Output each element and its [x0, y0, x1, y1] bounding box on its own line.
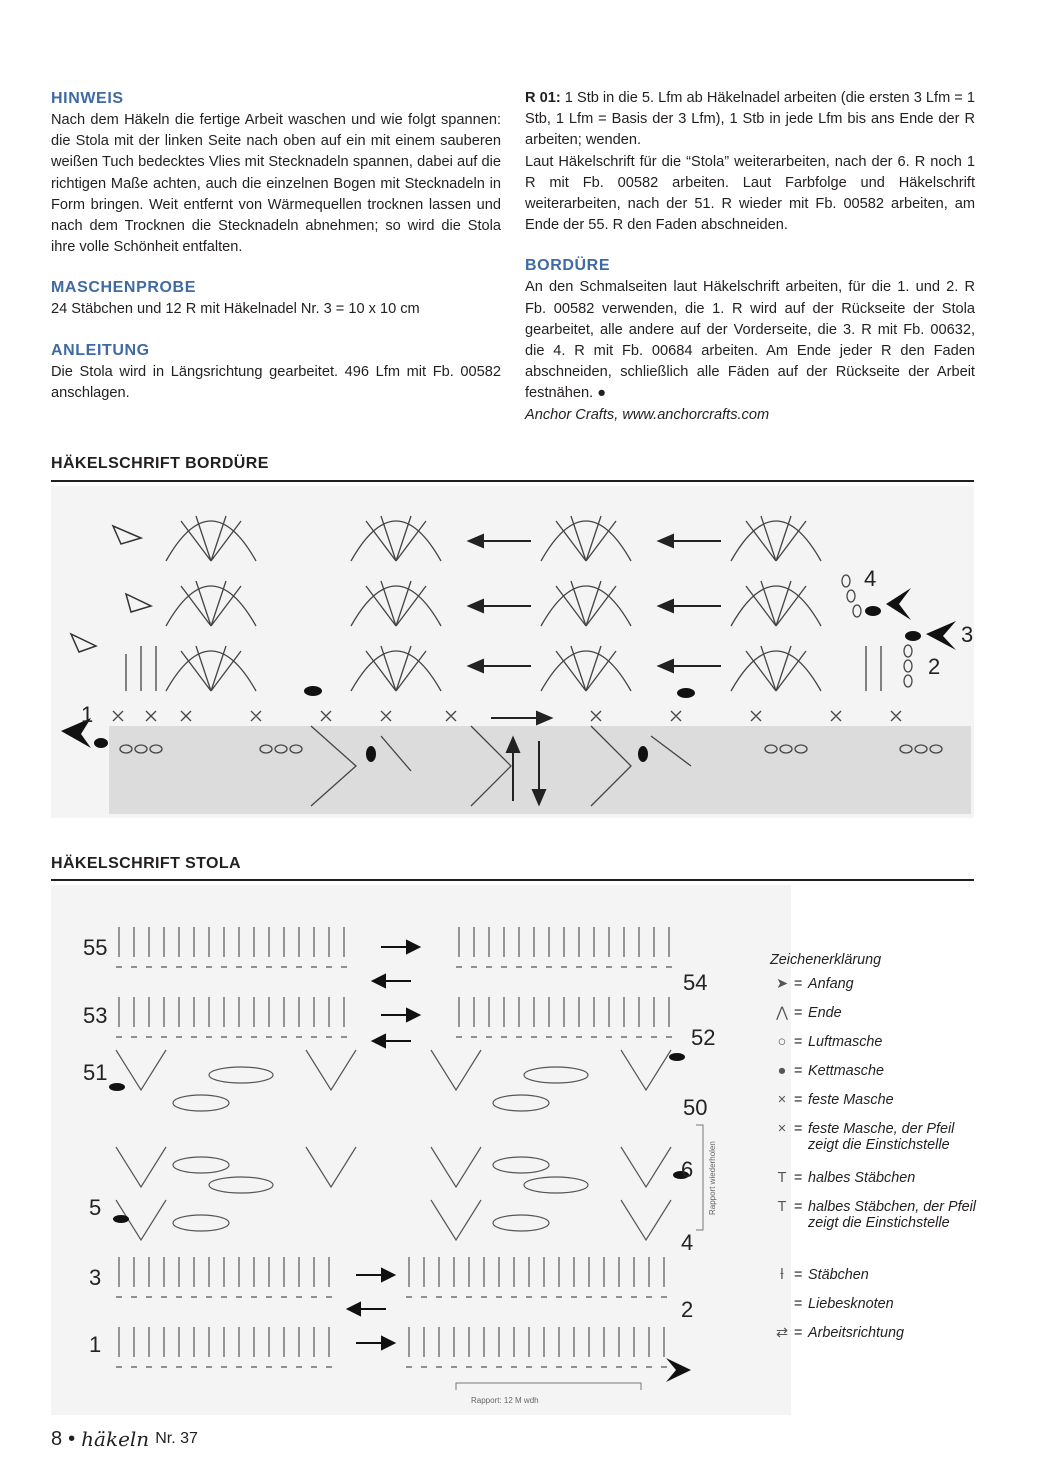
- legend-item-arbeitsrichtung: ⇄ = Arbeitsrichtung: [770, 1325, 980, 1354]
- hinweis-heading: HINWEIS: [51, 90, 124, 107]
- bordure-title-rule: [51, 480, 974, 482]
- slip-stitch-icon: ●: [777, 1063, 787, 1079]
- stola-markers: [109, 1053, 694, 1415]
- stola-row-51: 51: [83, 1060, 108, 1085]
- r01-paragraph: [525, 88, 975, 152]
- stola-direction-arrows: [348, 941, 419, 1349]
- page-footer: [51, 1427, 198, 1451]
- anleitung-heading: ANLEITUNG: [51, 341, 150, 359]
- fan-column-3: [541, 516, 631, 691]
- bordure-chart: [51, 486, 974, 818]
- legend: [770, 952, 980, 1354]
- footer-bullet: •: [68, 1427, 76, 1450]
- stola-row-54: 54: [683, 970, 708, 995]
- legend-item-kettmasche: ● = Kettmasche: [770, 1063, 980, 1092]
- stola-row-55: 55: [83, 935, 108, 960]
- stola-row-1: 1: [89, 1332, 102, 1357]
- legend-item-ende: ⋀ = Ende: [770, 1005, 980, 1034]
- maschenprobe-heading: MASCHENPROBE: [51, 279, 196, 297]
- stitch-rows: [116, 927, 676, 1367]
- legend-item-feste-masche: × = feste Masche: [770, 1092, 980, 1121]
- r01-text: 1 Stb in die 5. Lfm ab Häkelnadel arbeiten (die ersten 3 Lfm = 1 Stb, 1 Lfm = Basis der 3 Lfm), 1 Stb in jede Lfm bis ans Ende der R arbeiten; wenden.: [525, 90, 976, 149]
- stola-row-numbers-left: [83, 935, 107, 1357]
- stola-row-5: 5: [89, 1195, 102, 1220]
- left-column: [51, 88, 501, 404]
- legend-label: Anfang: [808, 976, 854, 992]
- stola-row-6: 6: [681, 1157, 694, 1182]
- stola-chart-svg: [51, 885, 791, 1415]
- stola-title-rule: [51, 879, 974, 881]
- bordure-row-4: 4: [864, 566, 877, 591]
- legend-item-liebesknoten: = Liebesknoten: [794, 1296, 894, 1312]
- double-crochet-icon: ƚ: [780, 1267, 784, 1283]
- single-crochet-icon: ×: [777, 1092, 787, 1108]
- direction-arrow-icon: ⇄: [775, 1325, 789, 1341]
- legend-label: Luftmasche: [808, 1034, 883, 1050]
- page-number: 8: [51, 1427, 63, 1450]
- right-column: [525, 88, 975, 426]
- anleitung-text: Die Stola wird in Längsrichtung gearbeitet. 496 Lfm mit Fb. 00582 anschlagen.: [51, 363, 501, 401]
- bordure-row-1: 1: [81, 702, 94, 727]
- legend-title: Zeichenerklärung: [770, 952, 882, 968]
- legend-label: feste Masche, der Pfeil zeigt die Einstichstelle: [808, 1121, 955, 1153]
- filled-arrowhead-icon: ➤: [775, 976, 789, 992]
- stola-row-3: 3: [89, 1265, 102, 1290]
- credit-text: Anchor Crafts, www.anchorcrafts.com: [525, 406, 770, 423]
- bordure-text: An den Schmalseiten laut Häkelschrift arbeiten, für die 1. und 2. R Fb. 00582 verwenden, die 1. R wird auf der Rückseite der Stola gearbeitet, alle andere auf der Vorderseite, die 3. R mit Fb. 00632, die 4. R mit Fb. 00684 arbeiten. Am Ende jeder R den Faden abschneiden, schließlich alle Fäden auf der Rückseite der Arbeit festnähen. ●: [525, 279, 975, 402]
- rapport-bottom-label: Rapport: 12 M wdh: [471, 1396, 539, 1405]
- r01-label: R 01:: [525, 90, 561, 106]
- stola-row-52: 52: [691, 1025, 716, 1050]
- stola-row-2: 2: [681, 1297, 694, 1322]
- fan-column-4: [731, 516, 821, 691]
- chain-stitch-icon: ○: [777, 1034, 787, 1050]
- legend-label: Liebesknoten: [808, 1296, 894, 1312]
- bordure-row-numbers: [81, 566, 973, 727]
- legend-label: Kettmasche: [808, 1063, 884, 1079]
- legend-item-anfang: ➤ = Anfang: [770, 976, 980, 1005]
- bordure-row-2: 2: [928, 654, 941, 679]
- issue-number: Nr. 37: [155, 1430, 198, 1447]
- hinweis-text: Nach dem Häkeln die fertige Arbeit waschen und wie folgt spannen: die Stola mit der linken Seite nach oben auf ein mit einem sauberen weißen Tuch bedecktes Vlies mit Stecknadeln spannen, dabei auf die richtigen Maße achten, auch die einzelnen Bogen mit Stecknadeln in Form bringen. Weit entfernt von Wärmequellen trocknen lassen und nach dem Trocknen die Stecknadeln abnehmen; so wird die Stola ihre volle Schönheit entfalten.: [51, 112, 501, 256]
- fan-column-1: [166, 516, 256, 691]
- bordure-chart-svg: [51, 486, 974, 818]
- bordure-row-3: 3: [961, 622, 974, 647]
- continue-text: Laut Häkelschrift für die “Stola” weiterarbeiten, nach der 6. R noch 1 R mit Fb. 00582 arbeiten. Laut Farbfolge und Häkelschrift weiterarbeiten, nach der 51. R wieder mit Fb. 00582 arbeiten, am Ende der 55. R den Faden abschneiden.: [525, 153, 975, 234]
- fan-column-2: [351, 516, 441, 691]
- maschenprobe-text: 24 Stäbchen und 12 R mit Häkelnadel Nr. 3 = 10 x 10 cm: [51, 301, 420, 318]
- legend-item-halbes-staebchen-pfeil: T = halbes Stäbchen, der Pfeil zeigt die Einstichstelle: [770, 1199, 980, 1267]
- legend-item-luftmasche: ○ = Luftmasche: [770, 1034, 980, 1063]
- legend-label: Stäbchen: [808, 1267, 869, 1283]
- legend-label: feste Masche: [808, 1092, 894, 1108]
- rapport-vertical-label: Rapport wiederholen: [708, 1141, 717, 1215]
- outline-arrowhead-icon: ⋀: [776, 1005, 788, 1021]
- stola-row-53: 53: [83, 1003, 108, 1028]
- magazine-brand: häkeln: [81, 1427, 150, 1451]
- legend-item-feste-masche-pfeil: × = feste Masche, der Pfeil zeigt die Einstichstelle: [770, 1121, 980, 1170]
- half-double-crochet-icon: T: [777, 1170, 787, 1186]
- half-double-crochet-arrow-icon: T: [777, 1199, 787, 1215]
- legend-item-staebchen: ƚ = Stäbchen: [770, 1267, 980, 1296]
- stola-chart-title: HÄKELSCHRIFT STOLA: [51, 855, 242, 872]
- stola-chart: [51, 885, 791, 1415]
- legend-label: Arbeitsrichtung: [808, 1325, 904, 1341]
- end-markers: [71, 526, 151, 652]
- legend-label: Ende: [808, 1005, 842, 1021]
- legend-label: halbes Stäbchen, der Pfeil zeigt die Einstichstelle: [808, 1199, 977, 1231]
- legend-item-halbes-staebchen: T = halbes Stäbchen: [770, 1170, 980, 1199]
- stola-row-50: 50: [683, 1095, 708, 1120]
- single-crochet-arrow-icon: ×: [777, 1121, 787, 1137]
- bordure-chart-title: HÄKELSCHRIFT BORDÜRE: [51, 455, 269, 472]
- bordure-heading: BORDÜRE: [525, 257, 611, 275]
- stola-row-4: 4: [681, 1230, 694, 1255]
- legend-label: halbes Stäbchen: [808, 1170, 916, 1186]
